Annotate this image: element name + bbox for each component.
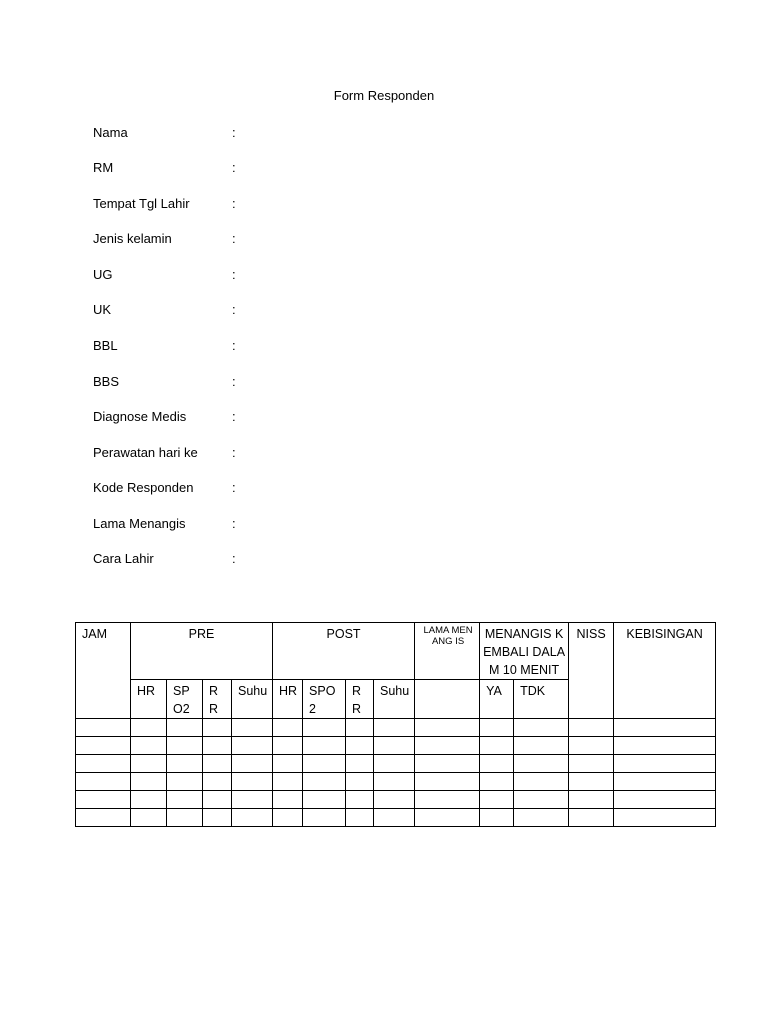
table-cell[interactable]: [569, 755, 614, 773]
field-label: Kode Responden: [93, 480, 194, 495]
sub-pre-hr: HR: [131, 680, 167, 719]
table-cell[interactable]: [76, 809, 131, 827]
table-cell[interactable]: [232, 809, 273, 827]
table-cell[interactable]: [273, 719, 303, 737]
table-cell[interactable]: [76, 791, 131, 809]
table-cell[interactable]: [514, 737, 569, 755]
table-cell[interactable]: [131, 809, 167, 827]
sub-post-rr: RR: [346, 680, 374, 719]
table-cell[interactable]: [76, 755, 131, 773]
table-cell[interactable]: [303, 755, 346, 773]
table-cell[interactable]: [232, 737, 273, 755]
table-cell[interactable]: [374, 791, 415, 809]
table-cell[interactable]: [480, 737, 514, 755]
field-label: BBL: [93, 338, 118, 353]
sub-pre-suhu: Suhu: [232, 680, 273, 719]
table-cell[interactable]: [273, 773, 303, 791]
field-label: RM: [93, 160, 114, 175]
table-cell[interactable]: [346, 719, 374, 737]
table-cell[interactable]: [374, 737, 415, 755]
field-colon: :: [232, 516, 236, 531]
table-cell[interactable]: [76, 737, 131, 755]
table-cell[interactable]: [303, 737, 346, 755]
header-row: [76, 623, 716, 680]
table-cell[interactable]: [167, 755, 203, 773]
field-label: UK: [93, 302, 112, 317]
field-colon: :: [232, 338, 236, 353]
field-colon: :: [232, 551, 236, 566]
sub-tdk: TDK: [514, 680, 569, 719]
table-cell[interactable]: [374, 773, 415, 791]
table-cell[interactable]: [569, 809, 614, 827]
table-cell[interactable]: [514, 809, 569, 827]
table-cell[interactable]: [614, 809, 716, 827]
header-niss: NISS: [569, 623, 614, 719]
table-cell[interactable]: [480, 791, 514, 809]
table-cell[interactable]: [303, 719, 346, 737]
table-cell[interactable]: [203, 791, 232, 809]
sub-post-suhu: Suhu: [374, 680, 415, 719]
table-cell[interactable]: [76, 719, 131, 737]
field-label: Diagnose Medis: [93, 409, 187, 424]
table-cell[interactable]: [374, 755, 415, 773]
field-colon: :: [232, 480, 236, 495]
header-post: POST: [273, 623, 415, 680]
table-cell[interactable]: [480, 719, 514, 737]
table-cell[interactable]: [415, 719, 480, 737]
table-cell[interactable]: [514, 773, 569, 791]
table-cell[interactable]: [303, 791, 346, 809]
table-cell[interactable]: [131, 773, 167, 791]
field-label: Lama Menangis: [93, 516, 186, 531]
form-title: Form Responden: [333, 88, 435, 103]
header-lama-menangis: LAMA MENANG IS: [415, 623, 480, 680]
observation-table: [75, 622, 716, 827]
table-cell[interactable]: [415, 755, 480, 773]
table-row: [76, 809, 716, 827]
field-label: UG: [93, 267, 113, 282]
table-cell[interactable]: [203, 773, 232, 791]
table-cell[interactable]: [232, 719, 273, 737]
table-cell[interactable]: [167, 737, 203, 755]
field-colon: :: [232, 231, 236, 246]
header-kebisingan: KEBISINGAN: [614, 623, 716, 719]
table-cell[interactable]: [514, 719, 569, 737]
sub-lama-menangis-empty: [415, 680, 480, 719]
table-cell[interactable]: [303, 809, 346, 827]
field-label: BBS: [93, 374, 120, 389]
sub-ya: YA: [480, 680, 514, 719]
field-colon: :: [232, 267, 236, 282]
table-cell[interactable]: [131, 755, 167, 773]
header-pre: PRE: [131, 623, 273, 680]
table-cell[interactable]: [167, 809, 203, 827]
table-cell[interactable]: [232, 791, 273, 809]
table-cell[interactable]: [346, 737, 374, 755]
table-row: [76, 737, 716, 755]
table-cell[interactable]: [415, 773, 480, 791]
field-label: Nama: [93, 125, 128, 140]
field-label: Cara Lahir: [93, 551, 154, 566]
sub-pre-rr: RR: [203, 680, 232, 719]
table-cell[interactable]: [167, 791, 203, 809]
table-cell[interactable]: [614, 737, 716, 755]
table-cell[interactable]: [415, 791, 480, 809]
table-cell[interactable]: [167, 773, 203, 791]
sub-pre-spo2: SPO2: [167, 680, 203, 719]
table-cell[interactable]: [232, 773, 273, 791]
table-cell[interactable]: [273, 737, 303, 755]
header-jam: JAM: [76, 623, 131, 719]
table-cell[interactable]: [203, 719, 232, 737]
table-row: [76, 755, 716, 773]
table-cell[interactable]: [569, 737, 614, 755]
table-cell[interactable]: [232, 755, 273, 773]
table-cell[interactable]: [203, 737, 232, 755]
table-cell[interactable]: [346, 773, 374, 791]
table-cell[interactable]: [131, 737, 167, 755]
field-label: Tempat Tgl Lahir: [93, 196, 190, 211]
table-cell[interactable]: [346, 755, 374, 773]
table-cell[interactable]: [374, 719, 415, 737]
table-cell[interactable]: [203, 809, 232, 827]
table-cell[interactable]: [167, 719, 203, 737]
field-colon: :: [232, 196, 236, 211]
table-cell[interactable]: [76, 773, 131, 791]
table-cell[interactable]: [614, 791, 716, 809]
field-label: Jenis kelamin: [93, 231, 172, 246]
table-cell[interactable]: [614, 773, 716, 791]
table-cell[interactable]: [569, 773, 614, 791]
table-cell[interactable]: [569, 791, 614, 809]
table-cell[interactable]: [415, 809, 480, 827]
table-cell[interactable]: [273, 755, 303, 773]
field-colon: :: [232, 302, 236, 317]
sub-post-hr: HR: [273, 680, 303, 719]
table-cell[interactable]: [614, 719, 716, 737]
table-cell[interactable]: [303, 773, 346, 791]
field-colon: :: [232, 125, 236, 140]
field-colon: :: [232, 409, 236, 424]
table-cell[interactable]: [203, 755, 232, 773]
table-cell[interactable]: [480, 755, 514, 773]
table-cell[interactable]: [480, 773, 514, 791]
table-cell[interactable]: [374, 809, 415, 827]
table-cell[interactable]: [131, 719, 167, 737]
table-cell[interactable]: [614, 755, 716, 773]
header-menangis-kembali: MENANGIS KEMBALI DALAM 10 MENIT: [480, 623, 569, 680]
field-colon: :: [232, 160, 236, 175]
table-cell[interactable]: [514, 755, 569, 773]
field-colon: :: [232, 374, 236, 389]
table-cell[interactable]: [131, 791, 167, 809]
table-cell[interactable]: [346, 791, 374, 809]
field-colon: :: [232, 445, 236, 460]
table-cell[interactable]: [273, 809, 303, 827]
field-label: Perawatan hari ke: [93, 445, 198, 460]
table-cell[interactable]: [480, 809, 514, 827]
table-row: [76, 719, 716, 737]
table-cell[interactable]: [415, 737, 480, 755]
table-row: [76, 773, 716, 791]
table-cell[interactable]: [514, 791, 569, 809]
table-cell[interactable]: [569, 719, 614, 737]
table-cell[interactable]: [273, 791, 303, 809]
table-row: [76, 791, 716, 809]
sub-post-spo2: SPO2: [303, 680, 346, 719]
table-cell[interactable]: [346, 809, 374, 827]
